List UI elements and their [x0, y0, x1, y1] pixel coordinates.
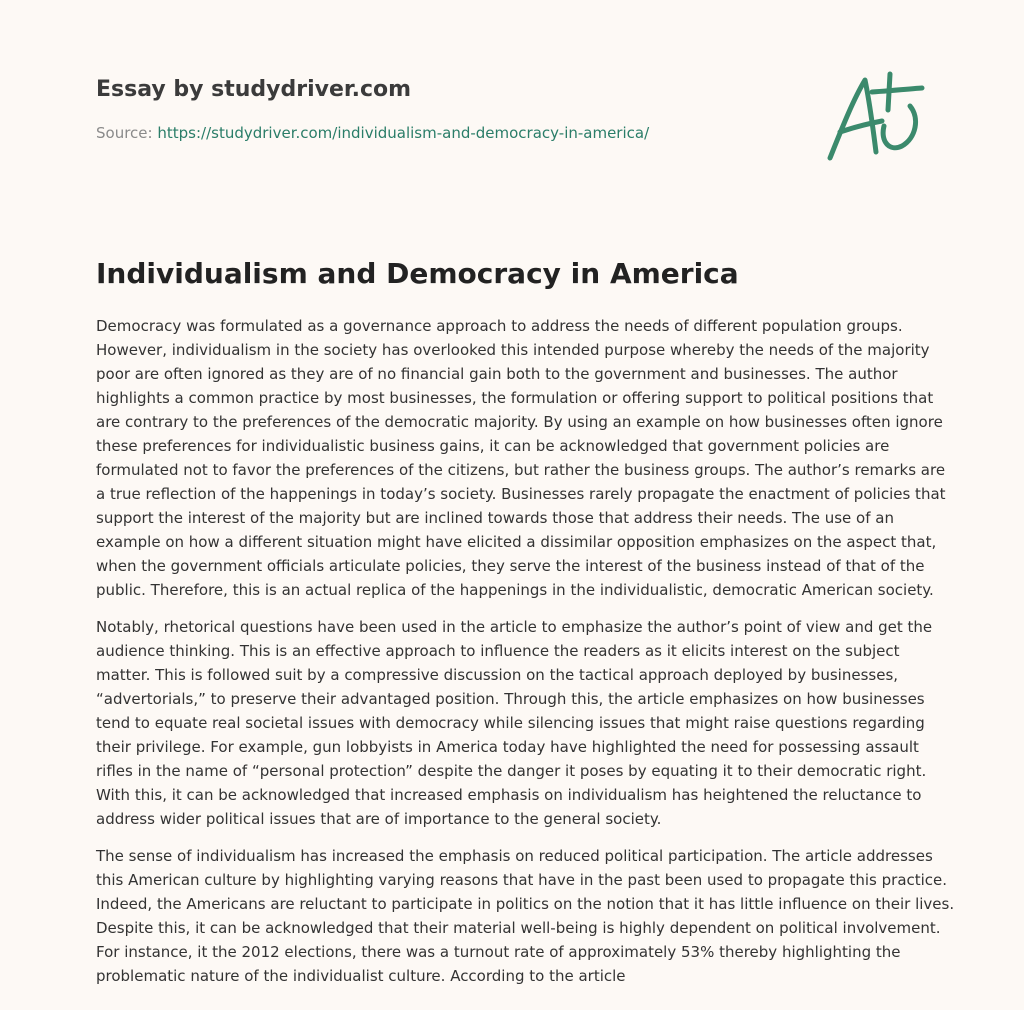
paragraph-line: highlights a common practice by most businesses, the formulation or offering support to political positions that	[96, 389, 934, 407]
paragraph-line: address wider political issues that are of importance to the general society.	[96, 810, 662, 828]
source-label: Source:	[96, 124, 153, 142]
paragraph-line: matter. This is followed suit by a compressive discussion on the tactical approach deployed by businesses,	[96, 666, 899, 684]
paragraph-line: However, individualism in the society has overlooked this intended purpose whereby the needs of the majority	[96, 341, 930, 359]
paragraph-line: tend to equate real societal issues with democracy while silencing issues that might raise questions regarding	[96, 714, 925, 732]
paragraph-line: formulated not to favor the preferences of the citizens, but rather the business groups. The author’s remarks are	[96, 461, 946, 479]
paragraph-line: Indeed, the Americans are reluctant to participate in politics on the notion that it has little influence on their lives.	[96, 895, 955, 913]
paragraph-line: rifles in the name of “personal protection” despite the danger it poses by equating it to their democratic right.	[96, 762, 927, 780]
paragraph-line: support the interest of the majority but are inclined towards those that address their needs. The use of an	[96, 509, 894, 527]
source-link[interactable]: https://studydriver.com/individualism-and-democracy-in-america/	[157, 124, 650, 142]
paragraph-line: when the government officials articulate policies, they serve the interest of the business instead of that of the	[96, 557, 925, 575]
paragraph-line: a true reflection of the happenings in today’s society. Businesses rarely propagate the enactment of policies that	[96, 485, 946, 503]
paragraph-line: problematic nature of the individualist culture. According to the article	[96, 967, 626, 985]
paragraph-2	[96, 615, 933, 831]
paragraph-line: public. Therefore, this is an actual replica of the happenings in the individualistic, democratic American society.	[96, 581, 934, 599]
paragraph-line: Notably, rhetorical questions have been used in the article to emphasize the author’s point of view and get the	[96, 618, 933, 636]
site-brand: Essay by studydriver.com	[96, 77, 412, 102]
a-plus-logo	[820, 66, 930, 166]
article-body	[96, 314, 955, 1001]
paragraph-line: The sense of individualism has increased the emphasis on reduced political participation. The article addresses	[96, 847, 933, 865]
paragraph-line: this American culture by highlighting varying reasons that have in the past been used to propagate this practice.	[96, 871, 948, 889]
article-title: Individualism and Democracy in America	[96, 257, 739, 290]
paragraph-3	[96, 844, 955, 988]
paragraph-line: are contrary to the preferences of the democratic majority. By using an example on how businesses often ignore	[96, 413, 943, 431]
paragraph-line: Democracy was formulated as a governance approach to address the needs of different population groups.	[96, 317, 903, 335]
paragraph-line: audience thinking. This is an effective approach to influence the readers as it elicits interest on the subject	[96, 642, 900, 660]
paragraph-line: “advertorials,” to preserve their advantaged position. Through this, the article emphasizes on how businesses	[96, 690, 925, 708]
paragraph-line: For instance, it the 2012 elections, there was a turnout rate of approximately 53% thereby highlighting the	[96, 943, 901, 961]
paragraph-line: poor are often ignored as they are of no financial gain both to the government and businesses. The author	[96, 365, 898, 383]
paragraph-line: example on how a different situation might have elicited a dissimilar opposition emphasizes on the aspect that,	[96, 533, 937, 551]
paragraph-line: their privilege. For example, gun lobbyists in America today have highlighted the need for possessing assault	[96, 738, 919, 756]
source-line	[96, 123, 649, 143]
paragraph-line: these preferences for individualistic business gains, it can be acknowledged that government policies are	[96, 437, 890, 455]
site-header	[96, 76, 411, 104]
paragraph-1	[96, 314, 946, 602]
paragraph-line: With this, it can be acknowledged that increased emphasis on individualism has heightened the reluctance to	[96, 786, 922, 804]
paragraph-line: Despite this, it can be acknowledged that their material well-being is highly dependent on political involvement.	[96, 919, 941, 937]
